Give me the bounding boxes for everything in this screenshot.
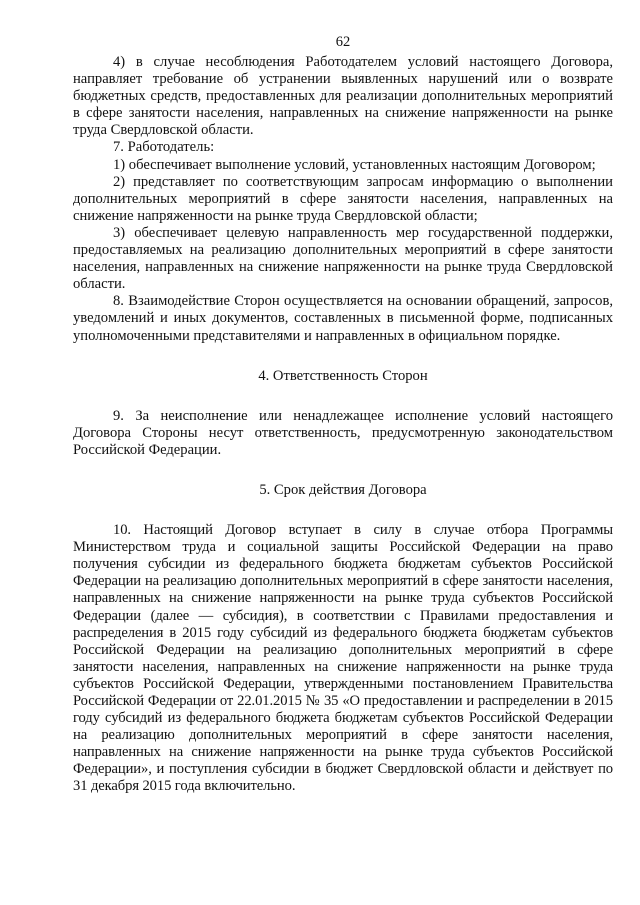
section-4-heading: 4. Ответственность Сторон (258, 367, 428, 384)
paragraph-clause-7-3: 3) обеспечивает целевую направленность мер государственной поддержки, предоставляемых на реализацию дополнительных мероприятий в сфере занятости населения, направленных на снижение напряженности на рынке труда Свердловской области. (73, 224, 613, 293)
paragraph-clause-4: 4) в случае несоблюдения Работодателем условий настоящего Договора, направляет требование об устранении выявленных нарушений или о возврате бюджетных средств, предоставленных для реализации дополнительных мероприятий в сфере занятости населения, направленных на снижение напряженности на рынке труда Свердловской области. (73, 54, 613, 139)
paragraph-clause-8: 8. Взаимодействие Сторон осуществляется на основании обращений, запросов, уведомлений и иных документов, составленных в письменной форме, подписанных уполномоченными представителями и направленных в официальном порядке. (73, 293, 613, 344)
paragraph-clause-10: 10. Настоящий Договор вступает в силу в случае отбора Программы Министерством труда и социальной защиты Российской Федерации на право получения субсидии из федерального бюджета бюджетам субъектов Российской Федерации на реализацию дополнительных мероприятий в сфере занятости населения, направленных на снижение напряженности на рынке труда субъектов Российской Федерации (далее — субсидия), в соответствии с Правилами предоставления и распределения в 2015 году субсидий из федерального бюджета бюджетам субъектов Российской Федерации на реализацию дополнительных мероприятий в сфере занятости населения, направленных на снижение напряженности на рынке труда субъектов Российской Федерации, утвержденными постановлением Правительства Российской Федерации от 22.01.2015 № 35 «О предоставлении и распределении в 2015 году субсидий из федерального бюджета бюджетам субъектов Российской Федерации на реализацию дополнительных мероприятий в сфере занятости населения, направленных на снижение напряженности на рынке труда субъектов Российской Федерации», и поступления субсидии в бюджет Свердловской области и действует по 31 декабря 2015 года включительно. (73, 522, 613, 795)
paragraph-clause-7-1: 1) обеспечивает выполнение условий, установленных настоящим Договором; (113, 156, 596, 173)
document-page (73, 33, 613, 796)
section-5-heading: 5. Срок действия Договора (259, 481, 427, 498)
paragraph-clause-7: 7. Работодатель: (113, 139, 215, 156)
paragraph-clause-9: 9. За неисполнение или ненадлежащее исполнение условий настоящего Договора Стороны несут ответственность, предусмотренную законодательством Российской Федерации. (73, 407, 613, 458)
paragraph-clause-7-2: 2) представляет по соответствующим запросам информацию о выполнении дополнительных мероприятий в сфере занятости населения, направленных на снижение напряженности на рынке труда Свердловской области; (73, 173, 613, 224)
page-number: 62 (335, 34, 351, 50)
